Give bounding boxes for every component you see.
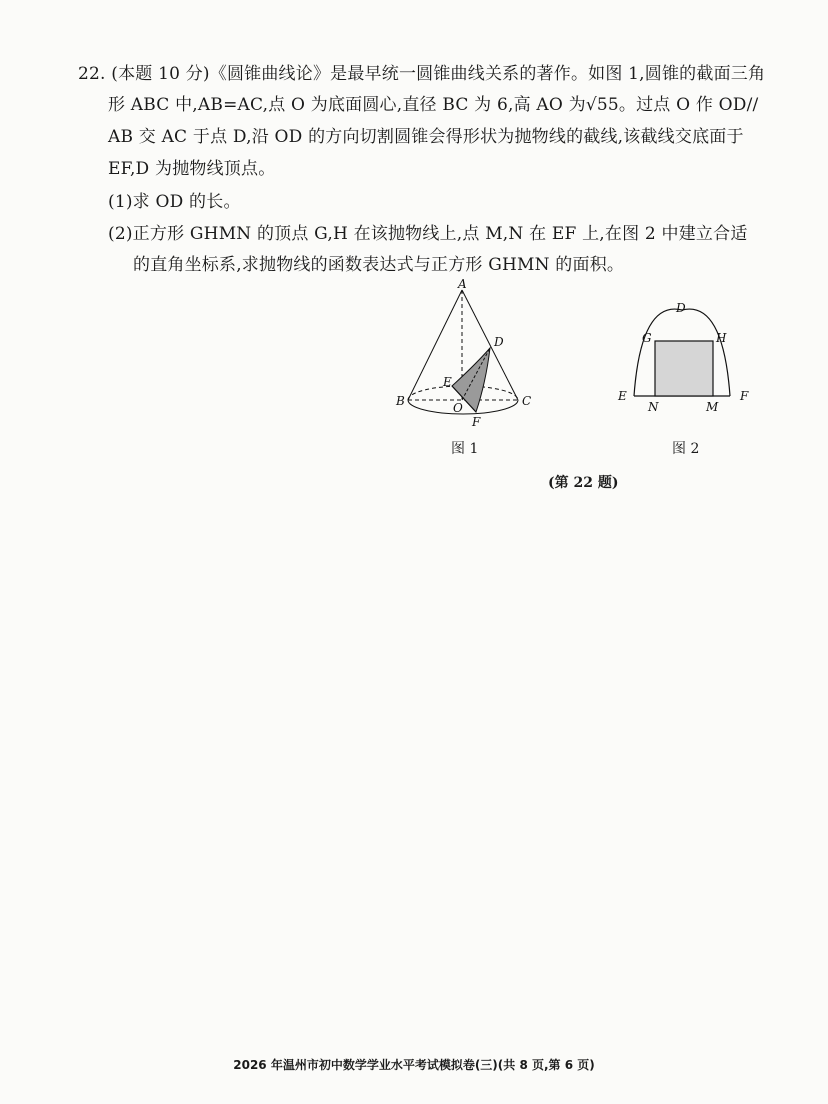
problem-line-3: AB 交 AC 于点 D,沿 OD 的方向切割圆锥会得形状为抛物线的截线,该截线交底面于 <box>108 127 744 147</box>
cone-side-ab <box>408 290 462 400</box>
part-2-line-2: 的直角坐标系,求抛物线的函数表达式与正方形 GHMN 的面积。 <box>133 255 625 275</box>
square-ghmn <box>655 341 713 396</box>
label-g: G <box>642 331 652 345</box>
part-1: (1)求 OD 的长。 <box>108 192 241 212</box>
label-f: F <box>740 389 749 403</box>
base-front-arc <box>408 400 518 414</box>
label-a: A <box>458 278 467 291</box>
label-o: O <box>453 401 463 415</box>
page-footer: 2026 年温州市初中数学学业水平考试模拟卷(三)(共 8 页,第 6 页) <box>233 1058 595 1072</box>
figure-1-caption: 图 1 <box>451 441 479 457</box>
figure-1-cone <box>390 278 550 433</box>
problem-line-2: 形 ABC 中,AB=AC,点 O 为底面圆心,直径 BC 为 6,高 AO 为√55。过点 O 作 OD// <box>108 95 759 115</box>
figure-2-caption: 图 2 <box>672 441 700 457</box>
figure-2-parabola <box>610 298 760 416</box>
label-h: H <box>716 331 727 345</box>
label-b: B <box>396 394 405 408</box>
label-d: D <box>676 301 686 315</box>
label-e: E <box>443 375 452 389</box>
label-n: N <box>648 400 659 414</box>
problem-line-1: 22. (本题 10 分)《圆锥曲线论》是最早统一圆锥曲线关系的著作。如图 1,圆锥的截面三角 <box>78 64 766 84</box>
label-d: D <box>494 335 504 349</box>
label-e: E <box>618 389 627 403</box>
question-label: (第 22 题) <box>548 475 619 491</box>
part-2-line-1: (2)正方形 GHMN 的顶点 G,H 在该抛物线上,点 M,N 在 EF 上,在图 2 中建立合适 <box>108 224 748 244</box>
problem-line-4: EF,D 为抛物线顶点。 <box>108 159 276 179</box>
label-m: M <box>706 400 719 414</box>
label-c: C <box>522 394 532 408</box>
label-f: F <box>472 415 481 429</box>
